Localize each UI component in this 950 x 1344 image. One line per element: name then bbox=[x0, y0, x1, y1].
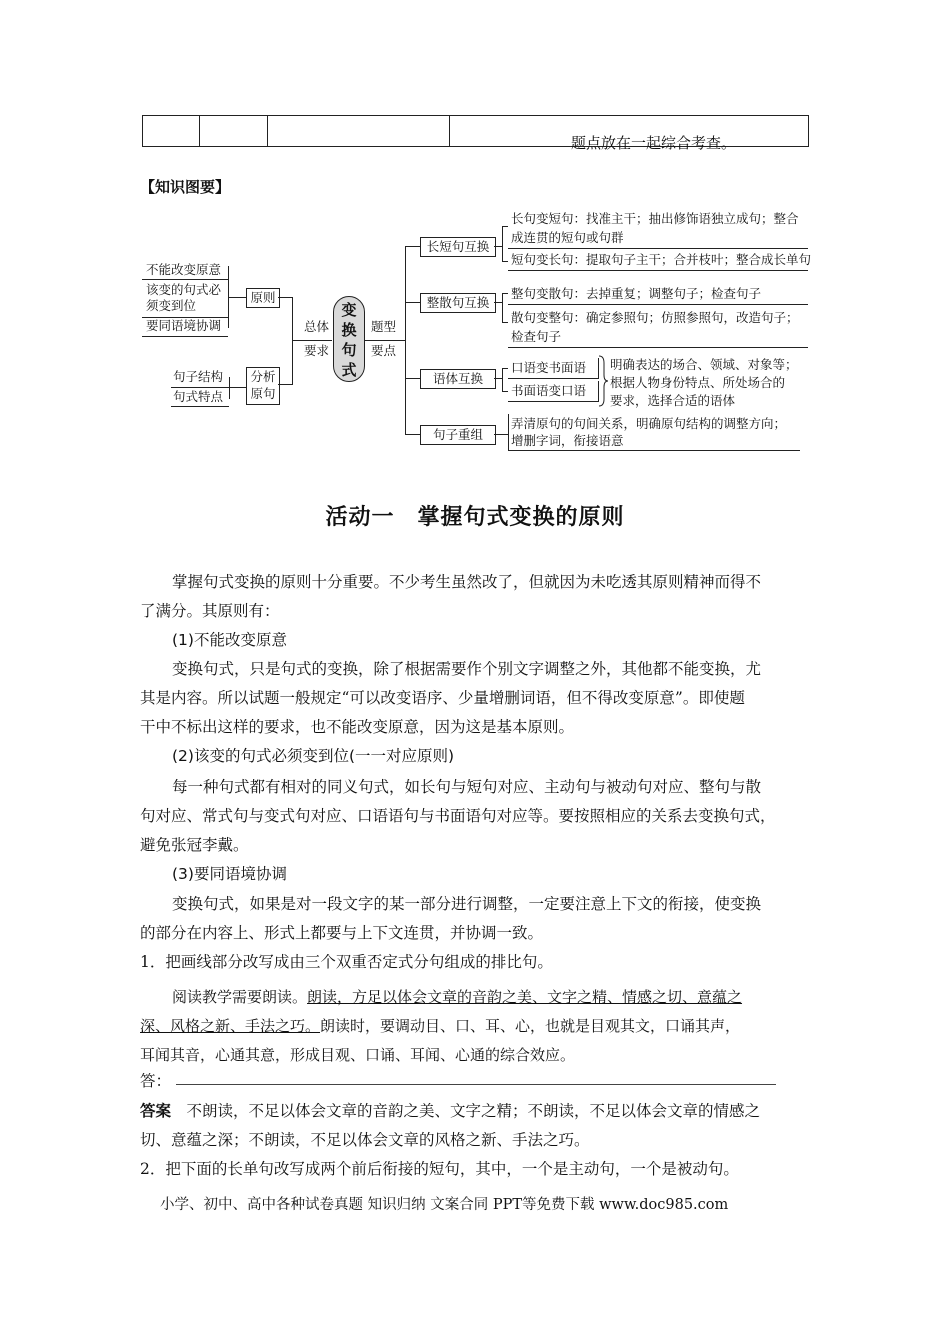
question-text-line bbox=[140, 1012, 812, 1041]
connector bbox=[228, 297, 246, 298]
branch-detail bbox=[508, 284, 808, 305]
section-heading: (2)该变的句式必须变到位(一一对应原则) bbox=[172, 747, 455, 765]
answer-label: 答案 bbox=[140, 1102, 172, 1120]
connector bbox=[405, 246, 420, 247]
paragraph-line: 其是内容。所以试题一般规定“可以改变语序、少量增删词语，但不得改变原意”。即使题 bbox=[140, 689, 745, 707]
page-footer: 小学、初中、高中各种试卷真题 知识归纳 文案合同 PPT等免费下载 www.doc985.com bbox=[160, 1197, 729, 1213]
paragraph-line: 掌握句式变换的原则十分重要。不少考生虽然改了，但就因为未吃透其原则精神而得不 bbox=[172, 573, 762, 591]
answer-prompt: 答： bbox=[140, 1072, 172, 1090]
detail-line: 检查句子 bbox=[511, 329, 562, 344]
center-node bbox=[333, 296, 365, 382]
answer-blank-line bbox=[176, 1084, 776, 1085]
detail-line: 书面语变口语 bbox=[511, 383, 587, 398]
section-heading: (3)要同语境协调 bbox=[172, 865, 287, 883]
principle-item: 该变的句式必 bbox=[146, 282, 222, 297]
analysis-node-line: 分析 bbox=[250, 369, 276, 384]
detail-line: 长句变短句：找准主干；抽出修饰语独立成句；整合 bbox=[511, 211, 799, 226]
right-label: 题型 bbox=[371, 319, 397, 334]
note-line: 要求，选择合适的语体 bbox=[610, 393, 736, 408]
connector bbox=[494, 302, 502, 303]
paragraph-line: 句对应、常式句与变式句对应、口语语句与书面语句对应等。要按照相应的关系去变换句式， bbox=[140, 807, 776, 825]
detail-line: 成连贯的短句或句群 bbox=[511, 230, 624, 245]
connector bbox=[292, 340, 332, 341]
paragraph-line: 变换句式，只是句式的变换，除了根据需要作个别文字调整之外，其他都不能变换，尤 bbox=[172, 660, 762, 678]
question-2: 2．把下面的长单句改写成两个前后衔接的短句，其中，一个是主动句，一个是被动句。 bbox=[140, 1160, 739, 1178]
note-line: 根据人物身份特点、所处场合的 bbox=[610, 375, 786, 390]
connector bbox=[229, 387, 246, 388]
question-text: 朗读时，要调动目、口、耳、心，也就是目观其文，口诵其声， bbox=[320, 1017, 741, 1035]
center-char: 变 bbox=[341, 301, 357, 319]
divider bbox=[171, 387, 229, 388]
question-text-line: 耳闻其音，心通其意，形成目观、口诵、耳闻、心通的综合效应。 bbox=[140, 1046, 576, 1064]
paragraph-line: 了满分。其原则有： bbox=[140, 602, 280, 620]
table-cell-text: 题点放在一起综合考查。 bbox=[571, 134, 737, 152]
connector bbox=[405, 378, 420, 379]
branch-node: 句子重组 bbox=[420, 425, 496, 445]
branch-node: 整散句互换 bbox=[420, 293, 496, 313]
question-text-line bbox=[140, 983, 844, 1012]
principle-item: 须变到位 bbox=[146, 298, 197, 313]
table-divider bbox=[199, 116, 200, 146]
divider bbox=[142, 317, 228, 318]
section-heading: (1)不能改变原意 bbox=[172, 631, 287, 649]
detail-line: 增删字词，衔接语意 bbox=[511, 433, 624, 448]
principle-node: 原则 bbox=[246, 288, 280, 308]
principle-item: 要同语境协调 bbox=[146, 318, 222, 333]
paragraph-line: 避免张冠李戴。 bbox=[140, 836, 249, 854]
underlined-text: 朗读，方足以体会文章的音韵之美、文字之精、情感之切、意蕴之 bbox=[307, 988, 743, 1006]
center-char: 句 bbox=[341, 341, 357, 359]
table-divider bbox=[449, 116, 450, 146]
section-tag: 【知识图要】 bbox=[140, 178, 231, 196]
activity-title: 活动一 掌握句式变换的原则 bbox=[325, 505, 625, 530]
branch-detail bbox=[508, 358, 599, 379]
center-char: 换 bbox=[341, 321, 357, 339]
bracket bbox=[502, 368, 503, 392]
branch-detail bbox=[508, 414, 800, 451]
branch-node: 长短句互换 bbox=[420, 237, 496, 257]
connector bbox=[278, 384, 292, 385]
branch-detail bbox=[508, 208, 808, 249]
connector bbox=[405, 302, 420, 303]
bracket bbox=[508, 414, 509, 451]
paragraph-line: 干中不标出这样的要求，也不能改变原意，因为这是基本原则。 bbox=[140, 718, 575, 736]
connector bbox=[494, 378, 502, 379]
detail-line: 短句变长句：提取句子主干；合并枝叶；整合成长单句 bbox=[511, 252, 812, 267]
analysis-node-line: 原句 bbox=[250, 386, 276, 401]
connector bbox=[278, 297, 292, 298]
connector bbox=[494, 434, 508, 435]
table-divider bbox=[267, 116, 268, 146]
answer-line bbox=[140, 1097, 812, 1126]
answer-text: 不朗读，不足以体会文章的音韵之美、文字之精；不朗读，不足以体会文章的情感之 bbox=[171, 1102, 761, 1120]
bracket bbox=[229, 377, 230, 399]
divider bbox=[142, 336, 228, 337]
right-label: 要点 bbox=[371, 343, 397, 358]
principles-list bbox=[142, 259, 228, 337]
question-text: 阅读教学需要朗读。 bbox=[172, 988, 308, 1006]
connector bbox=[494, 246, 502, 247]
answer-line: 切、意蕴之深；不朗读，不足以体会文章的风格之新、手法之巧。 bbox=[140, 1131, 590, 1149]
connector bbox=[365, 340, 405, 341]
analysis-item: 句子结构 bbox=[173, 369, 224, 384]
branch-detail bbox=[508, 381, 599, 402]
bracket bbox=[292, 297, 293, 385]
center-char: 式 bbox=[341, 361, 357, 379]
analysis-node bbox=[246, 367, 280, 405]
bracket bbox=[502, 293, 503, 323]
top-table-row bbox=[142, 115, 809, 152]
branch-detail bbox=[508, 250, 812, 271]
paragraph-line: 的部分在内容上、形式上都要与上下文连贯，并协调一致。 bbox=[140, 924, 544, 942]
detail-line: 口语变书面语 bbox=[511, 360, 587, 375]
note-line: 明确表达的场合、领域、对象等； bbox=[610, 357, 798, 372]
principle-item: 不能改变原意 bbox=[146, 262, 222, 277]
underlined-text: 深、风格之新、手法之巧。 bbox=[140, 1017, 321, 1035]
trunk bbox=[405, 246, 406, 434]
paragraph-line: 每一种句式都有相对的同义句式，如长句与短句对应、主动句与被动句对应、整句与散 bbox=[172, 778, 762, 796]
left-label: 要求 bbox=[304, 343, 330, 358]
divider bbox=[171, 406, 229, 407]
bracket bbox=[502, 226, 503, 262]
divider bbox=[142, 279, 228, 280]
detail-line: 散句变整句：确定参照句；仿照参照句，改造句子； bbox=[511, 310, 799, 325]
connector bbox=[405, 434, 420, 435]
detail-line: 整句变散句：去掉重复；调整句子；检查句子 bbox=[511, 286, 762, 301]
branch-node: 语体互换 bbox=[420, 369, 496, 389]
branch-detail bbox=[508, 307, 808, 348]
question-1: 1．把画线部分改写成由三个双重否定式分句组成的排比句。 bbox=[140, 953, 553, 971]
brace-icon bbox=[597, 355, 609, 407]
detail-line: 弄清原句的句间关系，明确原句结构的调整方向； bbox=[511, 416, 787, 431]
left-label: 总体 bbox=[304, 319, 330, 334]
analysis-item: 句式特点 bbox=[173, 389, 224, 404]
paragraph-line: 变换句式，如果是对一段文字的某一部分进行调整，一定要注意上下文的衔接，使变换 bbox=[172, 895, 762, 913]
